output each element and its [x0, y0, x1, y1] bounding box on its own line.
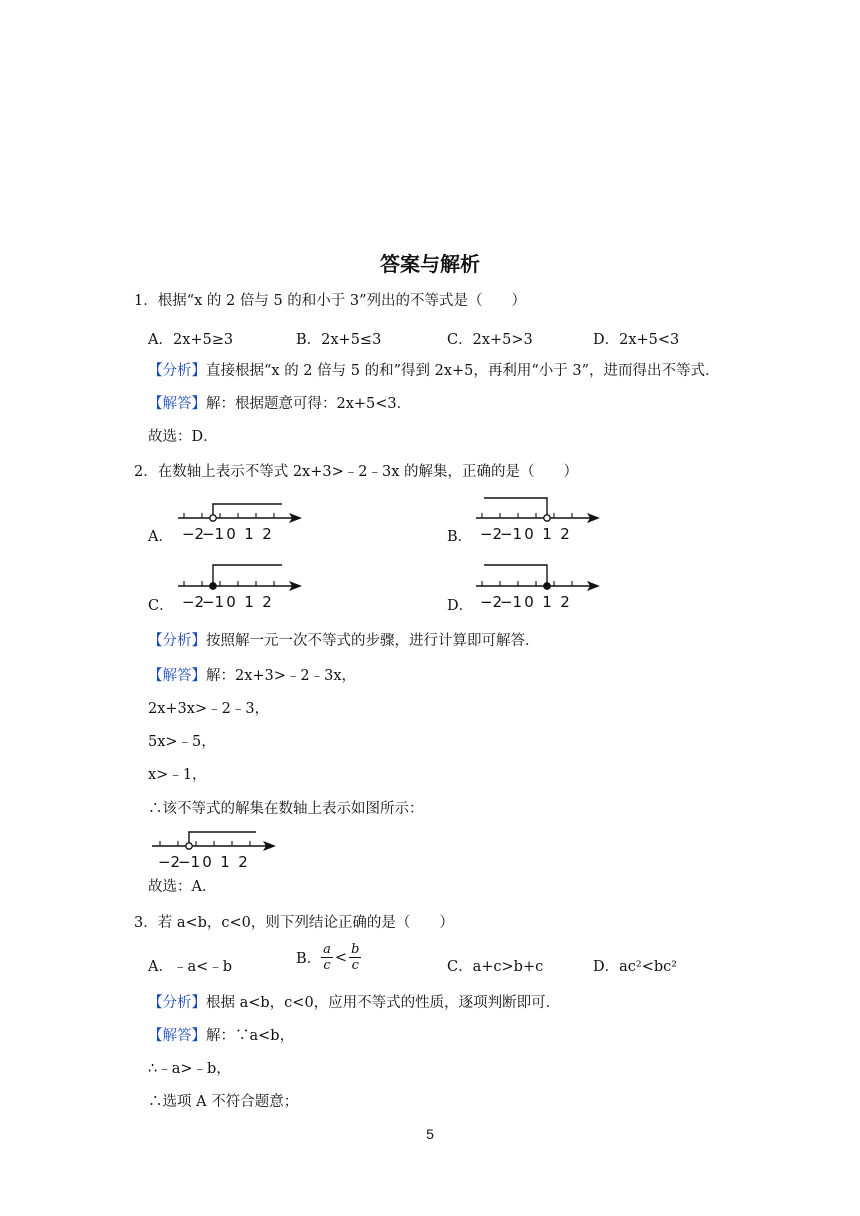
fraction-b-over-c — [349, 942, 361, 973]
fraction-a-over-c — [321, 942, 333, 973]
q3-analysis — [148, 993, 560, 1013]
closed-endpoint — [544, 583, 550, 589]
tick-label: 0 — [524, 525, 534, 543]
analysis-tag: 【分析】 — [148, 633, 206, 649]
q2-step-3: x>﹣1， — [148, 767, 207, 783]
number-line-d — [468, 563, 608, 611]
q3-option-d: D．ac²<bc² — [593, 959, 678, 975]
tick-label: −1 — [201, 525, 225, 543]
tick-label: 2 — [262, 525, 272, 543]
q1-answer — [148, 394, 411, 414]
fraction-numerator: a — [323, 942, 331, 957]
answer-tag: 【解答】 — [148, 668, 206, 684]
q2-step-1: 2x+3x>﹣2﹣3， — [148, 701, 270, 717]
q2-answer — [148, 666, 356, 686]
tick-label: −1 — [177, 853, 201, 871]
q2-step-4: ∴该不等式的解集在数轴上表示如图所示： — [148, 801, 424, 817]
tick-label: −2 — [181, 525, 205, 543]
q1-analysis-text: 直接根据“x 的 2 倍与 5 的和”得到 2x+5，再利用“小于 3”，进而得出不等式． — [206, 363, 720, 379]
answer-tag: 【解答】 — [148, 396, 206, 412]
q3-option-b — [296, 942, 361, 973]
tick-label: 0 — [226, 525, 236, 543]
q2-option-c-letter: C． — [148, 598, 174, 614]
tick-label: 2 — [238, 853, 248, 871]
tick-label: −2 — [157, 853, 181, 871]
fraction-denominator: c — [351, 958, 359, 973]
q2-option-b-letter: B． — [447, 529, 473, 545]
q2-option-d-letter: D． — [447, 598, 474, 614]
q2-analysis-text: 按照解一元一次不等式的步骤，进行计算即可解答． — [206, 633, 540, 649]
tick-label: −1 — [499, 525, 523, 543]
tick-label: 0 — [226, 593, 236, 611]
solution-bracket — [213, 504, 282, 518]
q3-analysis-text: 根据 a<b，c<0，应用不等式的性质，逐项判断即可． — [206, 995, 561, 1011]
open-endpoint — [544, 515, 550, 521]
q2-choice: 故选：A． — [148, 879, 217, 895]
q1-answer-text: 解：根据题意可得：2x+5<3． — [206, 396, 412, 412]
open-endpoint — [186, 843, 192, 849]
q3-step-2: ∴选项 A 不符合题意； — [148, 1094, 299, 1110]
solution-bracket — [484, 565, 547, 586]
q3-stem: 3．若 a<b，c<0，则下列结论正确的是（ ） — [134, 915, 454, 931]
q2-stem: 2．在数轴上表示不等式 2x+3>﹣2﹣3x 的解集，正确的是（ ） — [134, 464, 578, 480]
q1-option-c: C．2x+5>3 — [447, 332, 533, 348]
q3-option-a: A．﹣a<﹣b — [148, 959, 233, 975]
number-line-solution — [146, 823, 286, 871]
tick-label: 1 — [244, 525, 254, 543]
q1-option-a: A．2x+5≥3 — [148, 332, 234, 348]
page-number: 5 — [426, 1126, 434, 1142]
solution-bracket — [484, 498, 547, 518]
q3-option-c: C．a+c>b+c — [447, 959, 544, 975]
tick-label: 2 — [262, 593, 272, 611]
number-line-b — [468, 495, 608, 543]
tick-label: −2 — [479, 593, 503, 611]
q3-answer-text: 解：∵a<b， — [206, 1028, 295, 1044]
solution-bracket — [213, 565, 282, 586]
tick-label: 2 — [560, 525, 570, 543]
tick-label: 1 — [244, 593, 254, 611]
page-title: 答案与解析 — [380, 252, 480, 276]
q2-answer-text: 解：2x+3>﹣2﹣3x， — [206, 668, 357, 684]
q1-option-d: D．2x+5<3 — [593, 332, 680, 348]
fraction-denominator: c — [323, 958, 331, 973]
analysis-tag: 【分析】 — [148, 363, 206, 379]
q1-option-b: B．2x+5≤3 — [296, 332, 382, 348]
tick-label: 0 — [202, 853, 212, 871]
tick-label: −1 — [201, 593, 225, 611]
q2-step-2: 5x>﹣5， — [148, 734, 216, 750]
tick-label: −2 — [181, 593, 205, 611]
q1-analysis — [148, 361, 720, 381]
q2-option-a-letter: A． — [148, 529, 173, 545]
number-line-c — [170, 563, 310, 611]
open-endpoint — [210, 515, 216, 521]
number-line-a — [170, 495, 310, 543]
q3-option-b-relation: < — [334, 949, 348, 966]
tick-label: −1 — [499, 593, 523, 611]
tick-label: 1 — [542, 525, 552, 543]
tick-label: 0 — [524, 593, 534, 611]
tick-label: −2 — [479, 525, 503, 543]
q3-answer — [148, 1026, 294, 1046]
q2-analysis — [148, 631, 540, 651]
solution-bracket — [189, 832, 256, 846]
tick-label: 2 — [560, 593, 570, 611]
analysis-tag: 【分析】 — [148, 995, 206, 1011]
answer-tag: 【解答】 — [148, 1028, 206, 1044]
q3-option-b-prefix: B． — [296, 951, 322, 967]
tick-label: 1 — [542, 593, 552, 611]
q1-stem: 1．根据“x 的 2 倍与 5 的和小于 3”列出的不等式是（ ） — [134, 293, 527, 309]
q1-choice: 故选：D． — [148, 429, 218, 445]
closed-endpoint — [210, 583, 216, 589]
fraction-numerator: b — [351, 942, 360, 957]
tick-label: 1 — [220, 853, 230, 871]
q3-step-1: ∴﹣a>﹣b， — [148, 1061, 231, 1077]
